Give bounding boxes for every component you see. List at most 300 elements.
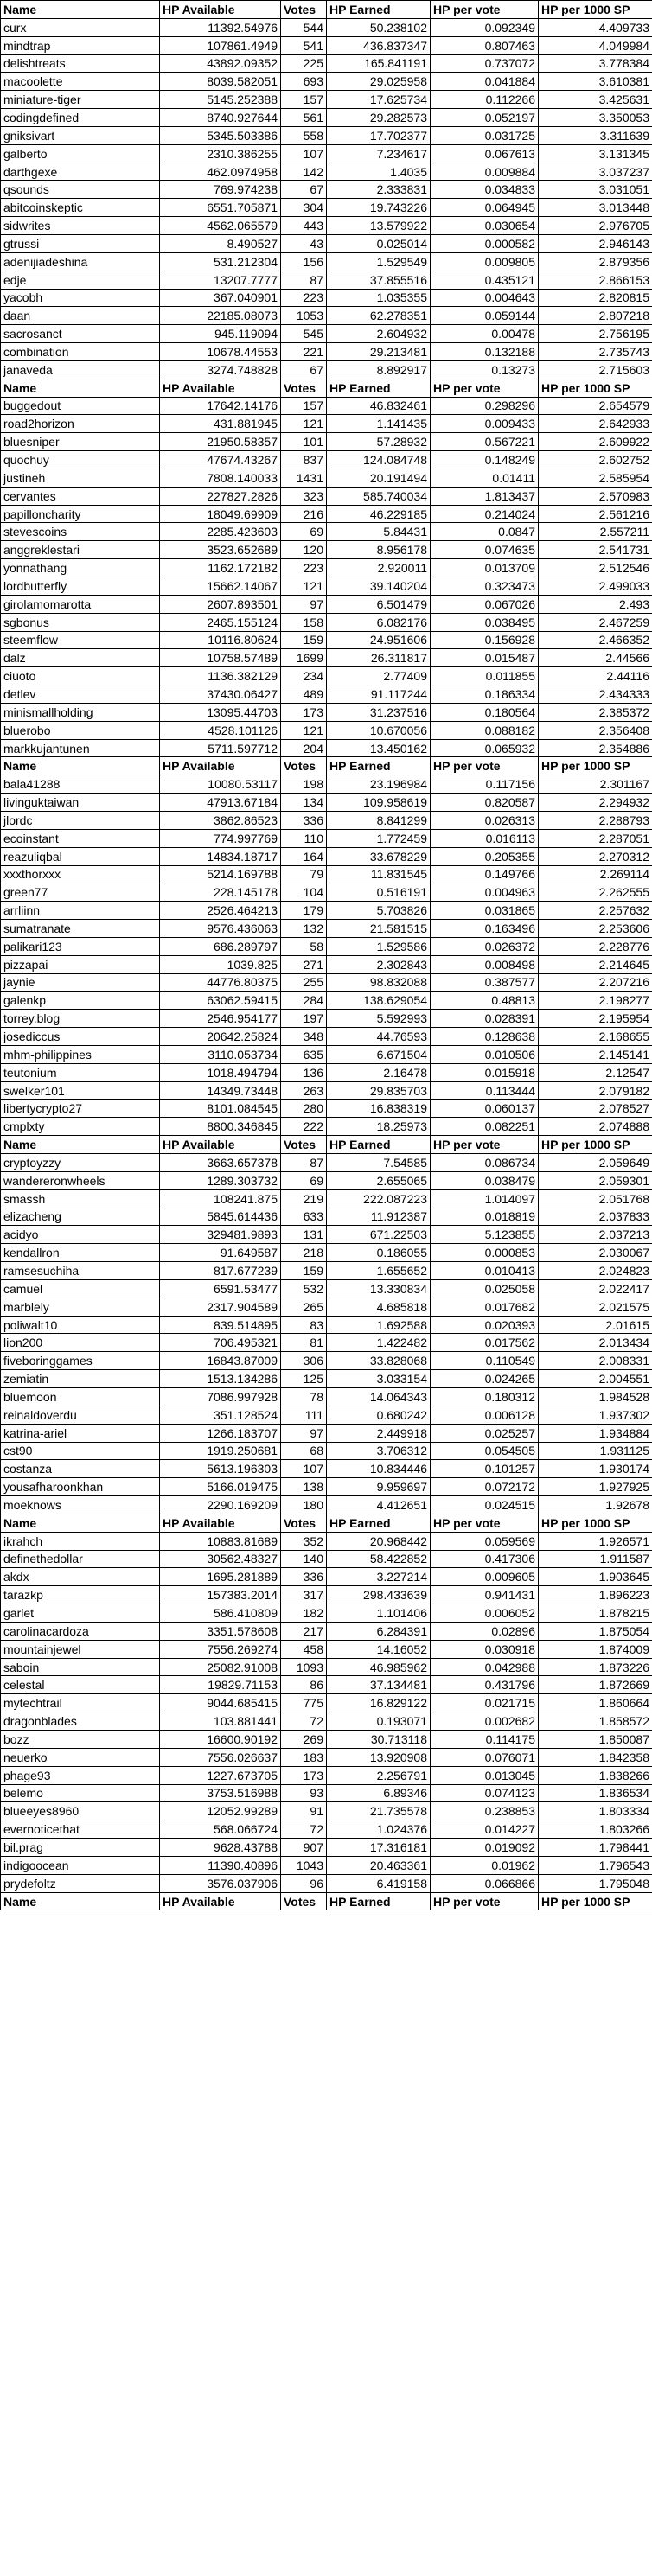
name-cell: anggreklestari <box>1 541 160 559</box>
name-cell: phage93 <box>1 1766 160 1784</box>
value-cell: 96 <box>281 1874 327 1892</box>
name-cell: bala41288 <box>1 775 160 794</box>
value-cell: 686.289797 <box>160 937 281 955</box>
name-cell: yonnathang <box>1 559 160 577</box>
value-cell: 3576.037906 <box>160 1874 281 1892</box>
value-cell: 336 <box>281 1568 327 1586</box>
value-cell: 58.422852 <box>327 1550 431 1568</box>
value-cell: 43 <box>281 234 327 252</box>
value-cell: 107 <box>281 1460 327 1478</box>
value-cell: 69 <box>281 1171 327 1189</box>
value-cell: 6.419158 <box>327 1874 431 1892</box>
value-cell: 2.604932 <box>327 325 431 343</box>
name-cell: delishtreats <box>1 54 160 73</box>
table-header-row <box>1 1 652 19</box>
value-cell: 110 <box>281 829 327 847</box>
name-cell: garlet <box>1 1604 160 1623</box>
value-cell: 0.110549 <box>431 1352 539 1370</box>
column-header: HP Available <box>160 1136 281 1154</box>
value-cell: 2.466352 <box>539 631 652 649</box>
value-cell: 2290.169209 <box>160 1496 281 1514</box>
value-cell: 0.006052 <box>431 1604 539 1623</box>
name-cell: costanza <box>1 1460 160 1478</box>
value-cell: 87 <box>281 271 327 289</box>
name-cell: macoolette <box>1 73 160 91</box>
value-cell: 121 <box>281 577 327 596</box>
value-cell: 13.920908 <box>327 1748 431 1766</box>
value-cell: 21.581515 <box>327 920 431 938</box>
value-cell: 0.737072 <box>431 54 539 73</box>
table-row <box>1 1586 652 1604</box>
value-cell: 223 <box>281 559 327 577</box>
value-cell: 907 <box>281 1839 327 1857</box>
value-cell: 159 <box>281 1262 327 1280</box>
table-row <box>1 649 652 667</box>
value-cell: 2.008331 <box>539 1352 652 1370</box>
table-row <box>1 1387 652 1406</box>
name-cell: acidyo <box>1 1226 160 1244</box>
value-cell: 14.064343 <box>327 1387 431 1406</box>
name-cell: jlordc <box>1 811 160 829</box>
value-cell: 0.01411 <box>431 469 539 487</box>
value-cell: 0.074123 <box>431 1784 539 1802</box>
column-header: HP per 1000 SP <box>539 1514 652 1532</box>
name-cell: bluerobo <box>1 721 160 739</box>
column-header: Name <box>1 1 160 19</box>
value-cell: 21.735578 <box>327 1802 431 1820</box>
value-cell: 3274.748828 <box>160 360 281 379</box>
value-cell: 304 <box>281 199 327 217</box>
table-row <box>1 18 652 36</box>
value-cell: 8039.582051 <box>160 73 281 91</box>
value-cell: 2.499033 <box>539 577 652 596</box>
value-cell: 18.25973 <box>327 1118 431 1136</box>
table-row <box>1 1118 652 1136</box>
value-cell: 79 <box>281 865 327 883</box>
value-cell: 263 <box>281 1081 327 1100</box>
value-cell: 46.832461 <box>327 397 431 415</box>
name-cell: fiveboringgames <box>1 1352 160 1370</box>
value-cell: 0.435121 <box>431 271 539 289</box>
table-row <box>1 73 652 91</box>
value-cell: 0.193071 <box>327 1712 431 1731</box>
value-cell: 0.024515 <box>431 1496 539 1514</box>
column-header: HP per 1000 SP <box>539 1892 652 1910</box>
value-cell: 5711.597712 <box>160 739 281 757</box>
value-cell: 2.44116 <box>539 667 652 685</box>
value-cell: 367.040901 <box>160 289 281 307</box>
value-cell: 545 <box>281 325 327 343</box>
value-cell: 1.4035 <box>327 163 431 181</box>
name-cell: adenijiadeshina <box>1 252 160 271</box>
name-cell: sumatranate <box>1 920 160 938</box>
value-cell: 157 <box>281 91 327 109</box>
name-cell: daan <box>1 307 160 325</box>
table-row <box>1 1532 652 1550</box>
value-cell: 2.037833 <box>539 1208 652 1226</box>
value-cell: 2.301167 <box>539 775 652 794</box>
table-row <box>1 794 652 812</box>
value-cell: 29.213481 <box>327 343 431 361</box>
value-cell: 3862.86523 <box>160 811 281 829</box>
table-row <box>1 920 652 938</box>
value-cell: 2.256791 <box>327 1766 431 1784</box>
value-cell: 198 <box>281 775 327 794</box>
value-cell: 1.796543 <box>539 1856 652 1874</box>
value-cell: 107861.4949 <box>160 36 281 54</box>
value-cell: 2.879356 <box>539 252 652 271</box>
table-row <box>1 1081 652 1100</box>
value-cell: 531.212304 <box>160 252 281 271</box>
value-cell: 2.449918 <box>327 1424 431 1442</box>
name-cell: cst90 <box>1 1442 160 1460</box>
value-cell: 0.011855 <box>431 667 539 685</box>
table-row <box>1 397 652 415</box>
value-cell: 2546.954177 <box>160 1010 281 1028</box>
value-cell: 17.625734 <box>327 91 431 109</box>
value-cell: 0.128638 <box>431 1028 539 1046</box>
name-cell: jaynie <box>1 973 160 992</box>
value-cell: 586.410809 <box>160 1604 281 1623</box>
value-cell: 7556.026637 <box>160 1748 281 1766</box>
value-cell: 4.685818 <box>327 1298 431 1316</box>
value-cell: 2.228776 <box>539 937 652 955</box>
value-cell: 1.858572 <box>539 1712 652 1731</box>
value-cell: 1.422482 <box>327 1334 431 1352</box>
value-cell: 97 <box>281 595 327 613</box>
value-cell: 1.101406 <box>327 1604 431 1623</box>
value-cell: 1.911587 <box>539 1550 652 1568</box>
name-cell: marblely <box>1 1298 160 1316</box>
table-row <box>1 1045 652 1063</box>
name-cell: katrina-ariel <box>1 1424 160 1442</box>
table-row <box>1 1712 652 1731</box>
value-cell: 0.214024 <box>431 505 539 523</box>
value-cell: 0.013045 <box>431 1766 539 1784</box>
value-cell: 2.287051 <box>539 829 652 847</box>
value-cell: 13207.7777 <box>160 271 281 289</box>
value-cell: 2285.423603 <box>160 523 281 541</box>
value-cell: 0.031865 <box>431 902 539 920</box>
value-cell: 1513.134286 <box>160 1370 281 1388</box>
table-row <box>1 937 652 955</box>
value-cell: 109.958619 <box>327 794 431 812</box>
value-cell: 769.974238 <box>160 181 281 199</box>
value-cell: 58 <box>281 937 327 955</box>
value-cell: 8.490527 <box>160 234 281 252</box>
value-cell: 223 <box>281 289 327 307</box>
value-cell: 67 <box>281 360 327 379</box>
value-cell: 2.288793 <box>539 811 652 829</box>
table-row <box>1 1856 652 1874</box>
column-header: HP Available <box>160 757 281 775</box>
value-cell: 3.131345 <box>539 144 652 163</box>
value-cell: 329481.9893 <box>160 1226 281 1244</box>
value-cell: 31.237516 <box>327 703 431 721</box>
value-cell: 72 <box>281 1820 327 1839</box>
hp-table-body <box>1 1 652 1910</box>
value-cell: 12052.99289 <box>160 1802 281 1820</box>
value-cell: 2.920011 <box>327 559 431 577</box>
value-cell: 10678.44553 <box>160 343 281 361</box>
value-cell: 1.024376 <box>327 1820 431 1839</box>
value-cell: 1.878215 <box>539 1604 652 1623</box>
value-cell: 2.195954 <box>539 1010 652 1028</box>
value-cell: 2.655065 <box>327 1171 431 1189</box>
value-cell: 47674.43267 <box>160 451 281 469</box>
value-cell: 0.067613 <box>431 144 539 163</box>
value-cell: 4.412651 <box>327 1496 431 1514</box>
value-cell: 10080.53117 <box>160 775 281 794</box>
name-cell: celestal <box>1 1676 160 1694</box>
value-cell: 6.082176 <box>327 613 431 631</box>
name-cell: bluemoon <box>1 1387 160 1406</box>
value-cell: 1.903645 <box>539 1568 652 1586</box>
value-cell: 0.016113 <box>431 829 539 847</box>
value-cell: 46.985962 <box>327 1658 431 1676</box>
name-cell: bluesniper <box>1 433 160 451</box>
name-cell: curx <box>1 18 160 36</box>
value-cell: 1.896223 <box>539 1586 652 1604</box>
value-cell: 5613.196303 <box>160 1460 281 1478</box>
value-cell: 2.253606 <box>539 920 652 938</box>
name-cell: galenkp <box>1 992 160 1010</box>
value-cell: 284 <box>281 992 327 1010</box>
table-row <box>1 811 652 829</box>
value-cell: 2.820815 <box>539 289 652 307</box>
value-cell: 13.579922 <box>327 217 431 235</box>
name-cell: swelker101 <box>1 1081 160 1100</box>
name-cell: evernoticethat <box>1 1820 160 1839</box>
value-cell: 0.820587 <box>431 794 539 812</box>
table-row <box>1 325 652 343</box>
value-cell: 2.946143 <box>539 234 652 252</box>
value-cell: 234 <box>281 667 327 685</box>
name-cell: indigoocean <box>1 1856 160 1874</box>
value-cell: 585.740034 <box>327 487 431 505</box>
value-cell: 0.516191 <box>327 883 431 902</box>
value-cell: 164 <box>281 847 327 865</box>
value-cell: 2.467259 <box>539 613 652 631</box>
table-row <box>1 271 652 289</box>
value-cell: 101 <box>281 433 327 451</box>
name-cell: arrliinn <box>1 902 160 920</box>
name-cell: saboin <box>1 1658 160 1676</box>
name-cell: detlev <box>1 685 160 704</box>
table-row <box>1 1478 652 1496</box>
name-cell: sacrosanct <box>1 325 160 343</box>
table-row <box>1 1262 652 1280</box>
column-header: HP per vote <box>431 1892 539 1910</box>
value-cell: 1.014097 <box>431 1189 539 1208</box>
name-cell: gtrussi <box>1 234 160 252</box>
name-cell: torrey.blog <box>1 1010 160 1028</box>
value-cell: 0.031725 <box>431 126 539 144</box>
value-cell: 3753.516988 <box>160 1784 281 1802</box>
column-header: Votes <box>281 1514 327 1532</box>
value-cell: 124.084748 <box>327 451 431 469</box>
value-cell: 1093 <box>281 1658 327 1676</box>
name-cell: edje <box>1 271 160 289</box>
value-cell: 0.034833 <box>431 181 539 199</box>
value-cell: 3.013448 <box>539 199 652 217</box>
table-row <box>1 289 652 307</box>
table-row <box>1 613 652 631</box>
value-cell: 0.113444 <box>431 1081 539 1100</box>
value-cell: 222.087223 <box>327 1189 431 1208</box>
value-cell: 0.015487 <box>431 649 539 667</box>
table-row <box>1 415 652 433</box>
value-cell: 14.16052 <box>327 1640 431 1658</box>
value-cell: 7556.269274 <box>160 1640 281 1658</box>
value-cell: 489 <box>281 685 327 704</box>
value-cell: 2.642933 <box>539 415 652 433</box>
value-cell: 0.01962 <box>431 1856 539 1874</box>
column-header: HP per vote <box>431 1 539 19</box>
value-cell: 1919.250681 <box>160 1442 281 1460</box>
value-cell: 86 <box>281 1676 327 1694</box>
value-cell: 0.052197 <box>431 109 539 127</box>
value-cell: 29.282573 <box>327 109 431 127</box>
value-cell: 2310.386255 <box>160 144 281 163</box>
table-row <box>1 1063 652 1081</box>
column-header: HP Available <box>160 1514 281 1532</box>
value-cell: 4562.065579 <box>160 217 281 235</box>
value-cell: 1695.281889 <box>160 1568 281 1586</box>
value-cell: 0.004963 <box>431 883 539 902</box>
value-cell: 0.025014 <box>327 234 431 252</box>
value-cell: 0.238853 <box>431 1802 539 1820</box>
value-cell: 0.132188 <box>431 343 539 361</box>
table-row <box>1 1189 652 1208</box>
value-cell: 0.941431 <box>431 1586 539 1604</box>
value-cell: 11390.40896 <box>160 1856 281 1874</box>
value-cell: 0.009605 <box>431 1568 539 1586</box>
value-cell: 43892.09352 <box>160 54 281 73</box>
value-cell: 0.059569 <box>431 1532 539 1550</box>
value-cell: 62.278351 <box>327 307 431 325</box>
value-cell: 671.22503 <box>327 1226 431 1244</box>
value-cell: 0.015918 <box>431 1063 539 1081</box>
column-header: HP per 1000 SP <box>539 757 652 775</box>
value-cell: 121 <box>281 415 327 433</box>
value-cell: 9628.43788 <box>160 1839 281 1857</box>
value-cell: 1.813437 <box>431 487 539 505</box>
value-cell: 0.067026 <box>431 595 539 613</box>
value-cell: 2526.464213 <box>160 902 281 920</box>
table-row <box>1 54 652 73</box>
value-cell: 837 <box>281 451 327 469</box>
column-header: HP per vote <box>431 757 539 775</box>
value-cell: 458 <box>281 1640 327 1658</box>
name-cell: lordbutterfly <box>1 577 160 596</box>
value-cell: 317 <box>281 1586 327 1604</box>
name-cell: carolinacardoza <box>1 1622 160 1640</box>
value-cell: 222 <box>281 1118 327 1136</box>
value-cell: 10.834446 <box>327 1460 431 1478</box>
value-cell: 0.072172 <box>431 1478 539 1496</box>
value-cell: 2.602752 <box>539 451 652 469</box>
table-row <box>1 955 652 973</box>
table-row <box>1 1550 652 1568</box>
name-cell: codingdefined <box>1 109 160 127</box>
value-cell: 0.567221 <box>431 433 539 451</box>
value-cell: 8.841299 <box>327 811 431 829</box>
table-row <box>1 1622 652 1640</box>
value-cell: 44.76593 <box>327 1028 431 1046</box>
value-cell: 159 <box>281 631 327 649</box>
table-row <box>1 559 652 577</box>
value-cell: 0.680242 <box>327 1406 431 1424</box>
value-cell: 3.031051 <box>539 181 652 199</box>
value-cell: 2.021575 <box>539 1298 652 1316</box>
value-cell: 221 <box>281 343 327 361</box>
value-cell: 14834.18717 <box>160 847 281 865</box>
value-cell: 134 <box>281 794 327 812</box>
column-header: Name <box>1 1514 160 1532</box>
value-cell: 5345.503386 <box>160 126 281 144</box>
value-cell: 16.838319 <box>327 1100 431 1118</box>
table-row <box>1 1100 652 1118</box>
value-cell: 107 <box>281 144 327 163</box>
value-cell: 2.051768 <box>539 1189 652 1208</box>
table-row <box>1 847 652 865</box>
value-cell: 2.356408 <box>539 721 652 739</box>
name-cell: moeknows <box>1 1496 160 1514</box>
column-header: HP Earned <box>327 1514 431 1532</box>
value-cell: 0.149766 <box>431 865 539 883</box>
value-cell: 0.431796 <box>431 1676 539 1694</box>
value-cell: 6551.705871 <box>160 199 281 217</box>
value-cell: 2.207216 <box>539 973 652 992</box>
value-cell: 197 <box>281 1010 327 1028</box>
name-cell: cryptoyzzy <box>1 1154 160 1172</box>
value-cell: 0.0847 <box>431 523 539 541</box>
value-cell: 0.030918 <box>431 1640 539 1658</box>
value-cell: 2.756195 <box>539 325 652 343</box>
value-cell: 0.010506 <box>431 1045 539 1063</box>
value-cell: 104 <box>281 883 327 902</box>
column-header: HP per 1000 SP <box>539 1 652 19</box>
value-cell: 98.832088 <box>327 973 431 992</box>
value-cell: 3663.657378 <box>160 1154 281 1172</box>
table-row <box>1 1874 652 1892</box>
value-cell: 1.803334 <box>539 1802 652 1820</box>
value-cell: 1.836534 <box>539 1784 652 1802</box>
value-cell: 5845.614436 <box>160 1208 281 1226</box>
name-cell: janaveda <box>1 360 160 379</box>
value-cell: 183 <box>281 1748 327 1766</box>
name-cell: markkujantunen <box>1 739 160 757</box>
value-cell: 1.798441 <box>539 1839 652 1857</box>
value-cell: 158 <box>281 613 327 631</box>
name-cell: ikrahch <box>1 1532 160 1550</box>
name-cell: prydefoltz <box>1 1874 160 1892</box>
value-cell: 2.302843 <box>327 955 431 973</box>
value-cell: 1.934884 <box>539 1424 652 1442</box>
value-cell: 2.270312 <box>539 847 652 865</box>
value-cell: 1.860664 <box>539 1694 652 1712</box>
value-cell: 19829.71153 <box>160 1676 281 1694</box>
value-cell: 8800.346845 <box>160 1118 281 1136</box>
name-cell: ciuoto <box>1 667 160 685</box>
name-cell: ecoinstant <box>1 829 160 847</box>
value-cell: 2.77409 <box>327 667 431 685</box>
value-cell: 0.009884 <box>431 163 539 181</box>
table-header-row <box>1 1136 652 1154</box>
value-cell: 4528.101126 <box>160 721 281 739</box>
name-cell: mhm-philippines <box>1 1045 160 1063</box>
